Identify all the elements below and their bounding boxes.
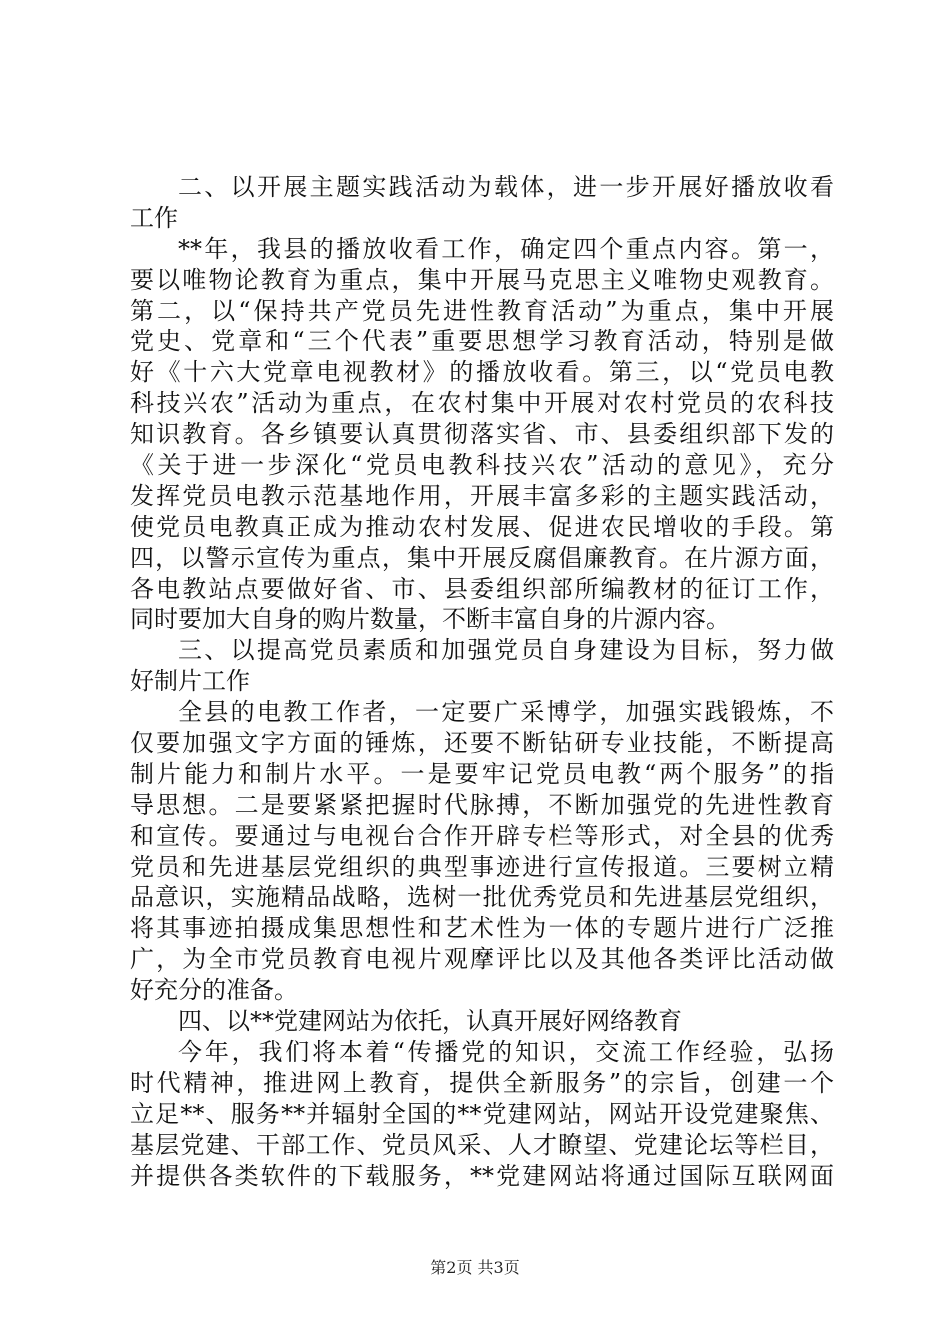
- text-line: 导思想。二是要紧紧把握时代脉搏，不断加强党的先进性教育: [130, 790, 834, 819]
- text-line: 四，以警示宣传为重点，集中开展反腐倡廉教育。在片源方面，: [130, 543, 834, 572]
- section-heading-three: [130, 635, 834, 697]
- text-line: 立足**、服务**并辐射全国的**党建网站，网站开设党建聚焦、: [130, 1099, 834, 1128]
- text-line: 今年，我们将本着“传播党的知识，交流工作经验，弘扬: [178, 1037, 834, 1066]
- paragraph-network-education: [130, 1037, 834, 1191]
- section-heading-four: [130, 1006, 834, 1037]
- text-line: 并提供各类软件的下载服务，**党建网站将通过国际互联网面: [130, 1161, 834, 1190]
- text-line: 好制片工作: [130, 667, 250, 696]
- paragraph-playback-work: [130, 234, 834, 636]
- text-line: 党员和先进基层党组织的典型事迹进行宣传报道。三要树立精: [130, 852, 834, 881]
- paragraph-film-production: [130, 697, 834, 1006]
- text-line: 要以唯物论教育为重点，集中开展马克思主义唯物史观教育。: [130, 265, 834, 294]
- text-line: 制片能力和制片水平。一是要牢记党员电教“两个服务”的指: [130, 759, 834, 788]
- text-line: 使党员电教真正成为推动农村发展、促进农民增收的手段。第: [130, 512, 834, 541]
- text-line: 工作: [130, 203, 178, 232]
- text-line: 党史、党章和“三个代表”重要思想学习教育活动，特别是做: [130, 327, 834, 356]
- text-line: 第二，以“保持共产党员先进性教育活动”为重点，集中开展: [130, 296, 834, 325]
- text-line: 全县的电教工作者，一定要广采博学，加强实践锻炼，不: [178, 698, 834, 727]
- text-line: 品意识，实施精品战略，选树一批优秀党员和先进基层党组织，: [130, 883, 834, 912]
- text-line: 三、以提高党员素质和加强党员自身建设为目标，努力做: [178, 636, 834, 665]
- text-line: 广，为全市党员教育电视片观摩评比以及其他各类评比活动做: [130, 945, 834, 974]
- text-line: 好《十六大党章电视教材》的播放收看。第三，以“党员电教: [130, 358, 834, 387]
- text-line: 仅要加强文字方面的锤炼，还要不断钻研专业技能，不断提高: [130, 729, 834, 758]
- page-number: 第2页 共3页: [430, 1258, 520, 1277]
- text-line: 四、以**党建网站为依托，认真开展好网络教育: [178, 1007, 682, 1036]
- text-line: 发挥党员电教示范基地作用，开展丰富多彩的主题实践活动，: [130, 481, 834, 510]
- text-line: 将其事迹拍摄成集思想性和艺术性为一体的专题片进行广泛推: [130, 914, 834, 943]
- section-heading-two: [130, 172, 834, 234]
- text-line: 二、以开展主题实践活动为载体，进一步开展好播放收看: [178, 173, 834, 201]
- text-line: **年，我县的播放收看工作，确定四个重点内容。第一，: [178, 234, 834, 263]
- text-line: 时代精神，推进网上教育，提供全新服务”的宗旨，创建一个: [130, 1068, 834, 1097]
- text-line: 各电教站点要做好省、市、县委组织部所编教材的征订工作，: [130, 574, 834, 603]
- text-line: 基层党建、干部工作、党员风采、人才瞭望、党建论坛等栏目，: [130, 1130, 834, 1159]
- text-line: 好充分的准备。: [130, 976, 298, 1005]
- text-line: 同时要加大自身的购片数量，不断丰富自身的片源内容。: [130, 605, 730, 634]
- text-line: 科技兴农”活动为重点，在农村集中开展对农村党员的农科技: [130, 389, 834, 418]
- page-footer: [0, 1258, 950, 1278]
- document-body: [130, 172, 834, 1191]
- text-line: 《关于进一步深化“党员电教科技兴农”活动的意见》，充分: [130, 451, 834, 480]
- text-line: 和宣传。要通过与电视台合作开辟专栏等形式，对全县的优秀: [130, 821, 834, 850]
- text-line: 知识教育。各乡镇要认真贯彻落实省、市、县委组织部下发的: [130, 420, 834, 449]
